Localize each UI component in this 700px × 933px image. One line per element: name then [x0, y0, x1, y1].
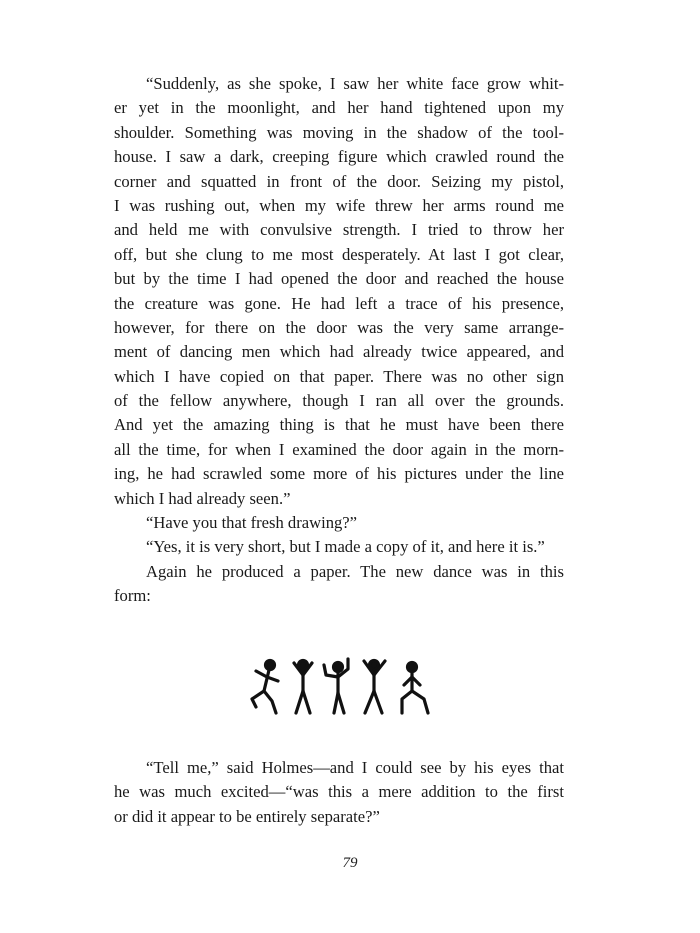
text-line: he was much excited—“was this a mere addition to the first [114, 782, 564, 802]
text-line: “Tell me,” said Holmes—and I could see by his eyes that [146, 758, 564, 777]
text-line: I was rushing out, when my wife threw her arms round me [114, 195, 564, 215]
text-line: “Yes, it is very short, but I made a copy of it, and here it is.” [146, 537, 545, 557]
text-line: Again he produced a paper. The new dance was in this [146, 561, 564, 581]
text-line: or did it appear to be entirely separate?” [114, 806, 380, 826]
text-line: but by the time I had opened the door and reached the house [114, 269, 564, 289]
text-line: which I had already seen.” [114, 488, 291, 508]
dancing-man-2 [294, 661, 312, 714]
text-line: And yet the amazing thing is that he must have been there [114, 415, 564, 435]
text-line: “Have you that fresh drawing?” [146, 513, 358, 533]
text-line: however, for there on the door was the very same arrange- [114, 317, 564, 337]
body-text-bottom [114, 756, 564, 829]
text-line: all the time, for when I examined the door again in the morn- [114, 439, 564, 459]
text-line: ment of dancing men which had already twice appeared, and [114, 342, 564, 362]
text-line: off, but she clung to me most desperately. At last I got clear, [114, 244, 564, 264]
dancing-men-icon [248, 655, 438, 721]
text-line: form: [114, 586, 151, 606]
text-line: shoulder. Something was moving in the shadow of the tool- [114, 122, 564, 142]
dancing-man-4 [364, 661, 385, 714]
dancing-men-figure [248, 655, 438, 721]
text-line: of the fellow anywhere, though I ran all over the grounds. [114, 391, 564, 411]
text-line: which I have copied on that paper. There was no other sign [114, 366, 564, 386]
page-number: 79 [342, 855, 358, 871]
dancing-man-3 [324, 659, 348, 713]
text-line: ing, he had scrawled some more of his pictures under the line [114, 464, 564, 484]
text-line: the creature was gone. He had left a trace of his presence, [114, 293, 564, 313]
dancing-man-5 [402, 663, 428, 714]
body-text-top [114, 72, 564, 609]
text-line: er yet in the moonlight, and her hand tightened upon my [114, 98, 564, 118]
text-line: corner and squatted in front of the door. Seizing my pistol, [114, 171, 564, 191]
text-line: “Suddenly, as she spoke, I saw her white face grow whit- [146, 74, 564, 93]
dancing-man-1 [252, 661, 278, 714]
text-line: house. I saw a dark, creeping figure which crawled round the [114, 147, 564, 167]
text-line: and held me with convulsive strength. I tried to throw her [114, 220, 564, 240]
